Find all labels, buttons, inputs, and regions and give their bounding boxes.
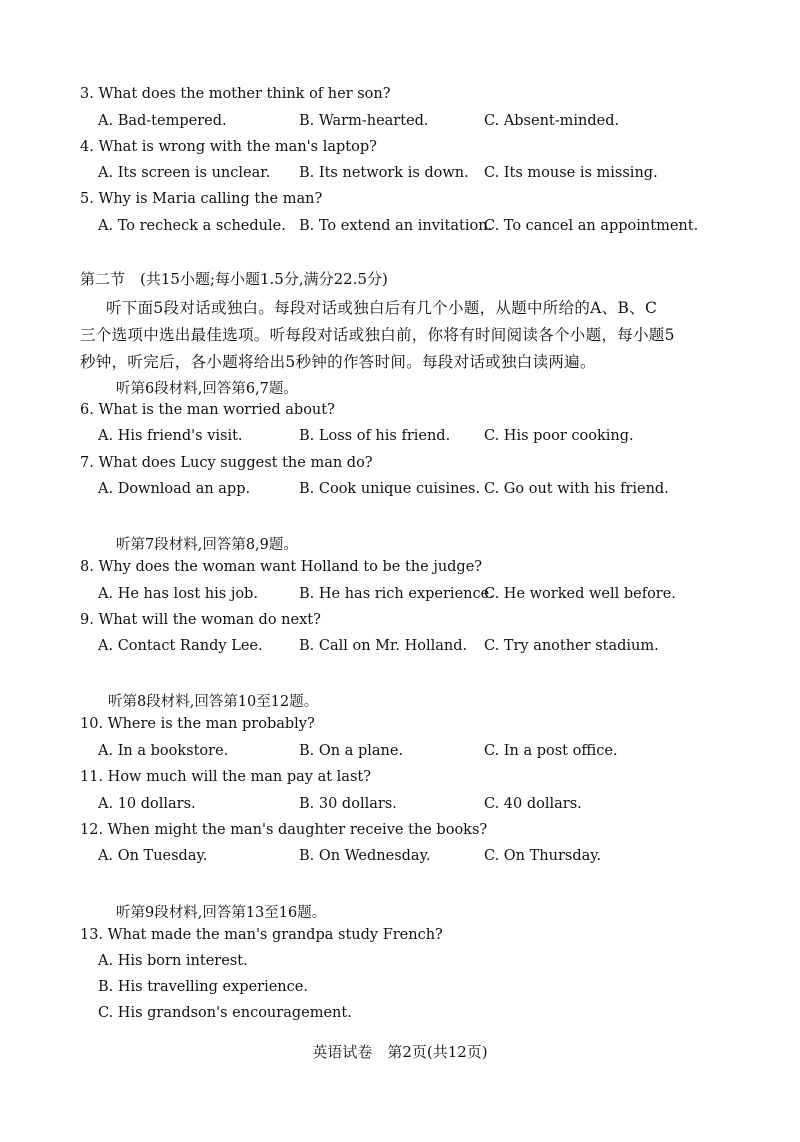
question-5-option-a: A. To recheck a schedule. <box>98 218 286 234</box>
question-9-option-a: A. Contact Randy Lee. <box>98 638 263 654</box>
question-12-stem: 12. When might the man's daughter receive the books? <box>80 822 488 838</box>
question-13-option-b: B. His travelling experience. <box>98 979 308 995</box>
passage-7-instruction: 听第7段材料,回答第8,9题。 <box>116 537 298 553</box>
question-3-option-c: C. Absent-minded. <box>484 113 620 129</box>
question-7-option-c: C. Go out with his friend. <box>484 481 669 497</box>
question-4-option-c: C. Its mouse is missing. <box>484 165 658 181</box>
question-12-option-b: B. On Wednesday. <box>299 848 431 864</box>
question-7-option-b: B. Cook unique cuisines. <box>299 481 481 497</box>
question-10-option-c: C. In a post office. <box>484 743 618 759</box>
question-9-stem: 9. What will the woman do next? <box>80 612 321 628</box>
question-6-option-a: A. His friend's visit. <box>98 428 243 444</box>
question-4-option-a: A. Its screen is unclear. <box>98 165 271 181</box>
question-6-stem: 6. What is the man worried about? <box>80 402 335 418</box>
question-3-stem: 3. What does the mother think of her son? <box>80 86 391 102</box>
question-5-option-b: B. To extend an invitation. <box>299 218 493 234</box>
question-4-option-b: B. Its network is down. <box>299 165 469 181</box>
question-11-option-b: B. 30 dollars. <box>299 796 397 812</box>
page-footer: 英语试卷 第2页(共12页) <box>312 1043 488 1061</box>
question-6-option-c: C. His poor cooking. <box>484 428 634 444</box>
section-2-directions-line-1: 听下面5段对话或独白。每段对话或独白后有几个小题，从题中所给的A、B、C <box>106 299 658 317</box>
passage-8-instruction: 听第8段材料,回答第10至12题。 <box>108 694 319 710</box>
question-10-option-b: B. On a plane. <box>299 743 404 759</box>
question-8-stem: 8. Why does the woman want Holland to be the judge? <box>80 559 483 575</box>
question-8-option-c: C. He worked well before. <box>484 586 676 602</box>
question-11-stem: 11. How much will the man pay at last? <box>80 769 371 785</box>
question-3-option-a: A. Bad-tempered. <box>98 113 227 129</box>
question-9-option-c: C. Try another stadium. <box>484 638 659 654</box>
question-3-option-b: B. Warm-hearted. <box>299 113 429 129</box>
passage-9-instruction: 听第9段材料,回答第13至16题。 <box>116 905 327 921</box>
question-8-option-b: B. He has rich experience. <box>299 586 494 602</box>
section-2-directions-line-2: 三个选项中选出最佳选项。听每段对话或独白前，你将有时间阅读各个小题，每小题5 <box>80 326 675 344</box>
question-10-stem: 10. Where is the man probably? <box>80 716 315 732</box>
question-13-option-a: A. His born interest. <box>98 953 248 969</box>
question-4-stem: 4. What is wrong with the man's laptop? <box>80 139 377 155</box>
question-11-option-c: C. 40 dollars. <box>484 796 582 812</box>
question-7-option-a: A. Download an app. <box>98 481 251 497</box>
question-11-option-a: A. 10 dollars. <box>98 796 196 812</box>
question-12-option-c: C. On Thursday. <box>484 848 602 864</box>
question-8-option-a: A. He has lost his job. <box>98 586 258 602</box>
question-13-option-c: C. His grandson's encouragement. <box>98 1005 352 1021</box>
section-2-directions-line-3: 秒钟，听完后，各小题将给出5秒钟的作答时间。每段对话或独白读两遍。 <box>80 353 596 371</box>
question-6-option-b: B. Loss of his friend. <box>299 428 451 444</box>
question-13-stem: 13. What made the man's grandpa study French? <box>80 927 443 943</box>
question-7-stem: 7. What does Lucy suggest the man do? <box>80 455 373 471</box>
question-5-option-c: C. To cancel an appointment. <box>484 218 699 234</box>
section-2-heading: 第二节 (共15小题;每小题1.5分,满分22.5分) <box>80 270 388 288</box>
question-10-option-a: A. In a bookstore. <box>98 743 229 759</box>
question-12-option-a: A. On Tuesday. <box>98 848 208 864</box>
question-9-option-b: B. Call on Mr. Holland. <box>299 638 468 654</box>
passage-6-instruction: 听第6段材料,回答第6,7题。 <box>116 381 298 397</box>
question-5-stem: 5. Why is Maria calling the man? <box>80 191 323 207</box>
